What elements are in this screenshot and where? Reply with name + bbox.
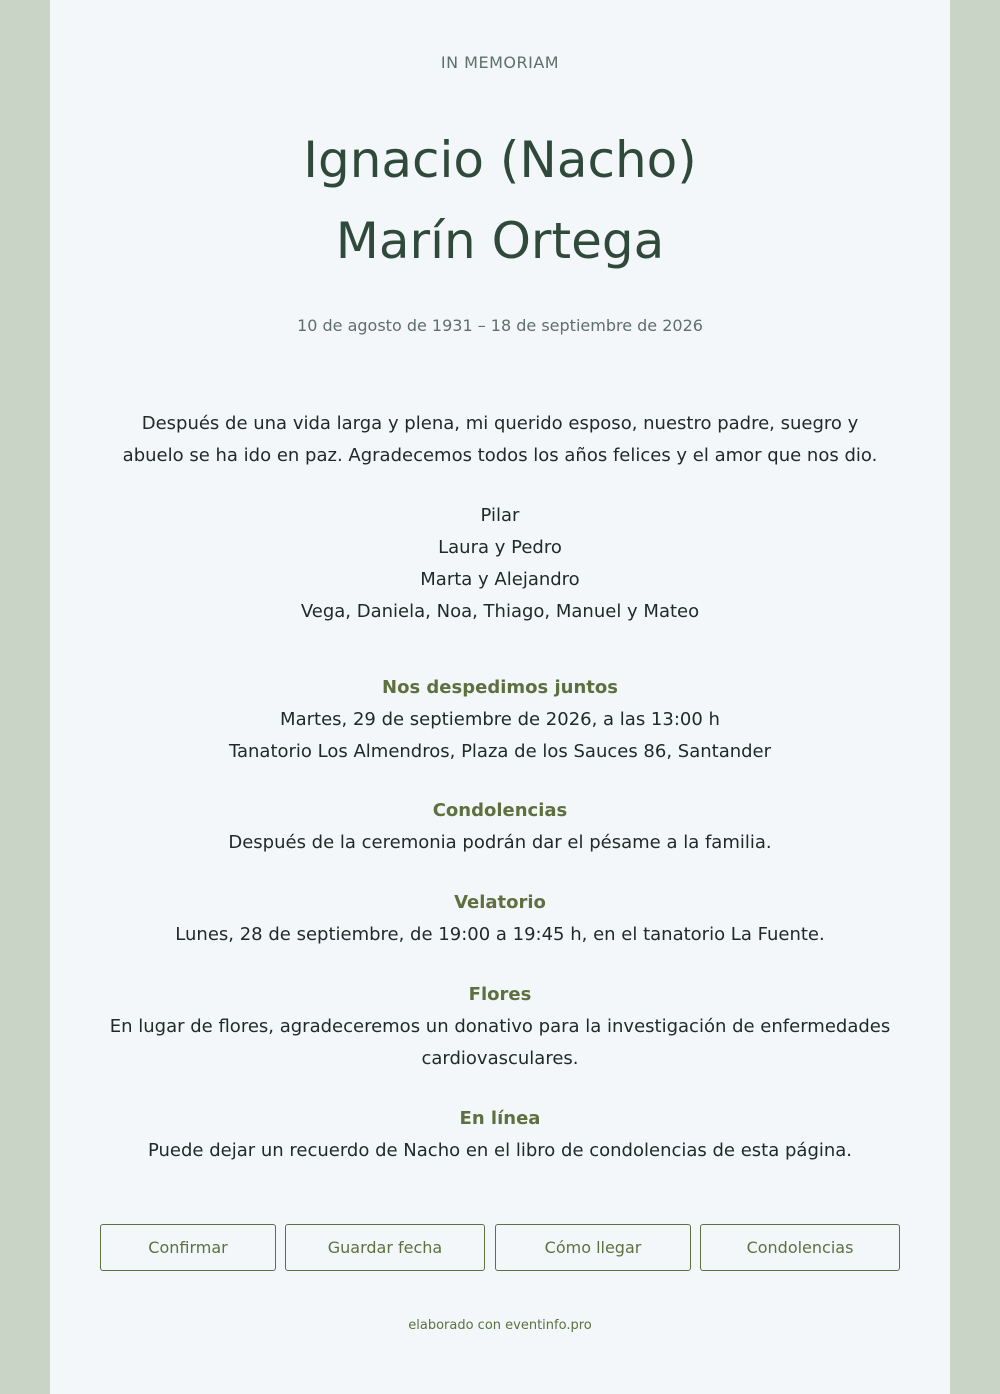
directions-button[interactable]: Cómo llegar bbox=[495, 1224, 691, 1271]
eyebrow-label: IN MEMORIAM bbox=[440, 53, 560, 72]
family-list bbox=[90, 500, 910, 628]
family-member: Pilar bbox=[480, 505, 520, 526]
flowers-text: cardiovasculares. bbox=[421, 1048, 579, 1069]
family-member: Marta y Alejandro bbox=[420, 569, 580, 590]
wake-heading: Velatorio bbox=[454, 892, 546, 913]
flowers-heading: Flores bbox=[468, 984, 532, 1005]
condolences-text: Después de la ceremonia podrán dar el pésame a la familia. bbox=[228, 832, 772, 853]
family-member: Laura y Pedro bbox=[438, 537, 562, 558]
confirm-button[interactable]: Confirmar bbox=[100, 1224, 276, 1271]
intro-line: abuelo se ha ido en paz. Agradecemos todos los años felices y el amor que nos dio. bbox=[122, 445, 878, 466]
save-date-button[interactable]: Guardar fecha bbox=[285, 1224, 485, 1271]
online-text: Puede dejar un recuerdo de Nacho en el libro de condolencias de esta página. bbox=[147, 1140, 853, 1161]
flowers-section bbox=[70, 979, 930, 1075]
online-section bbox=[90, 1103, 910, 1167]
farewell-datetime: Martes, 29 de septiembre de 2026, a las 13:00 h bbox=[280, 709, 720, 730]
condolences-button[interactable]: Condolencias bbox=[700, 1224, 900, 1271]
footer-credit[interactable]: elaborado con eventinfo.pro bbox=[408, 1318, 592, 1333]
intro-text bbox=[100, 408, 900, 472]
memorial-card bbox=[50, 0, 950, 1394]
deceased-name-last: Marín Ortega bbox=[335, 212, 665, 270]
condolences-heading: Condolencias bbox=[432, 800, 568, 821]
intro-line: Después de una vida larga y plena, mi querido esposo, nuestro padre, suegro y bbox=[141, 413, 859, 434]
farewell-section bbox=[90, 672, 910, 768]
online-heading: En línea bbox=[459, 1108, 541, 1129]
family-member: Vega, Daniela, Noa, Thiago, Manuel y Mateo bbox=[300, 601, 700, 622]
wake-section bbox=[90, 887, 910, 951]
action-buttons bbox=[100, 1224, 900, 1271]
farewell-location: Tanatorio Los Almendros, Plaza de los Sauces 86, Santander bbox=[228, 741, 772, 762]
condolences-section bbox=[90, 795, 910, 859]
farewell-heading: Nos despedimos juntos bbox=[382, 677, 618, 698]
wake-text: Lunes, 28 de septiembre, de 19:00 a 19:45 h, en el tanatorio La Fuente. bbox=[175, 924, 825, 945]
deceased-name-first: Ignacio (Nacho) bbox=[303, 131, 697, 189]
life-dates: 10 de agosto de 1931 – 18 de septiembre de 2026 bbox=[297, 316, 703, 335]
flowers-text: En lugar de flores, agradeceremos un donativo para la investigación de enfermedades bbox=[109, 1016, 891, 1037]
